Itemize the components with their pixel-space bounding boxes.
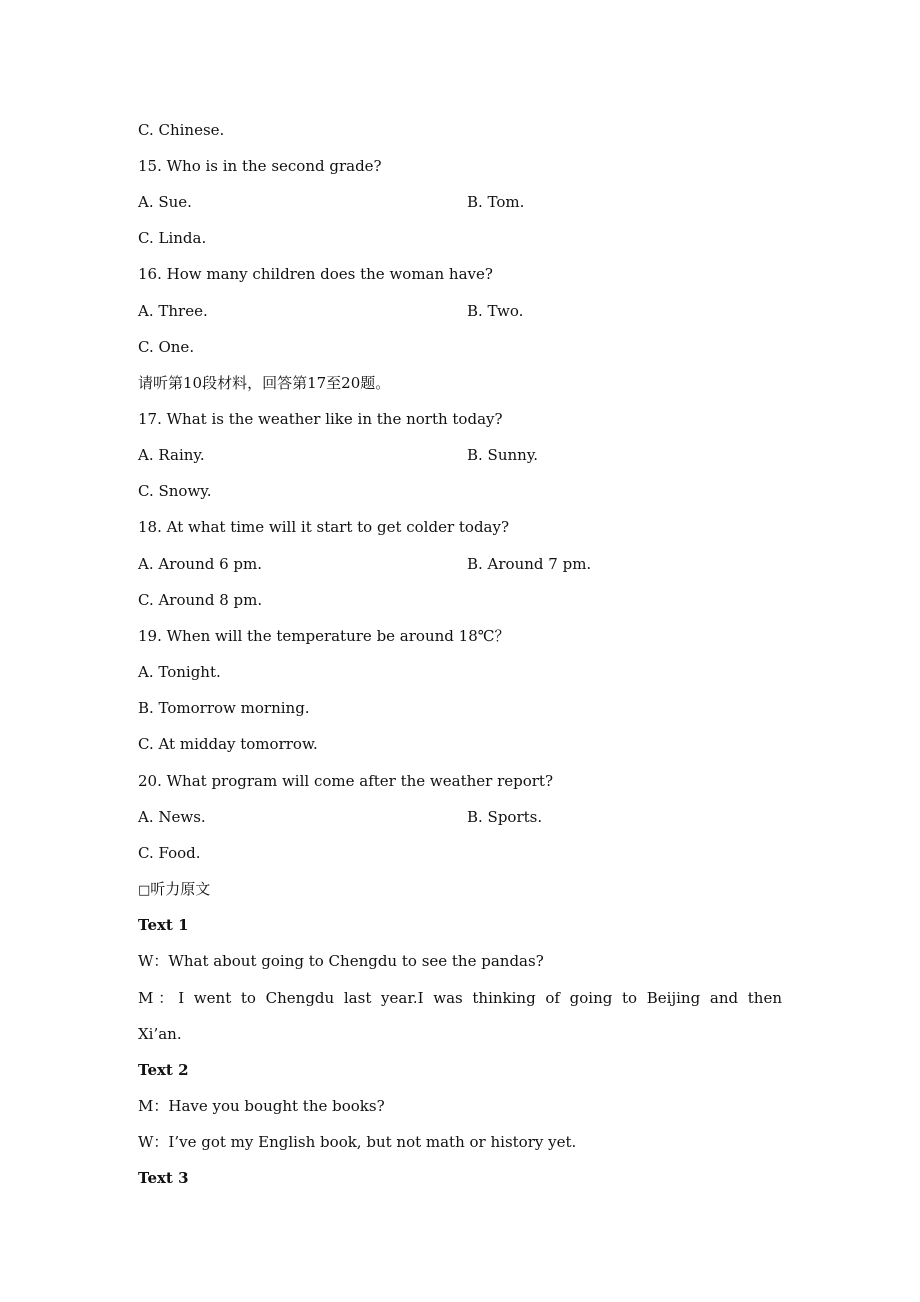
- section-instruction: 请听第10段材料，回答第17至20题。: [138, 374, 391, 392]
- transcript-heading-row: [138, 878, 210, 900]
- q19-option-a: A. Tonight.: [138, 663, 221, 681]
- text1-title: Text 1: [138, 916, 189, 934]
- q19-option-b: B. Tomorrow morning.: [138, 699, 310, 717]
- q15-option-c: C. Linda.: [138, 229, 207, 247]
- q16-option-a: A. Three.: [138, 302, 208, 320]
- text1-m-line: M：I went to Chengdu last year.I was thinking of going to Beijing and then: [138, 989, 782, 1007]
- q20-option-a: A. News.: [138, 808, 206, 826]
- transcript-heading: 听力原文: [150, 880, 211, 898]
- q17-question: 17. What is the weather like in the north today?: [138, 410, 503, 428]
- q16-option-c: C. One.: [138, 338, 195, 356]
- text3-title: Text 3: [138, 1169, 189, 1187]
- text2-m-line: M：Have you bought the books?: [138, 1097, 385, 1115]
- q19-question: 19. When will the temperature be around 18℃？: [138, 627, 510, 645]
- q17-option-b: B. Sunny.: [467, 446, 539, 464]
- q15-option-a: A. Sue.: [138, 193, 192, 211]
- text2-title: Text 2: [138, 1061, 189, 1079]
- q15-option-b: B. Tom.: [467, 193, 525, 211]
- q18-question: 18. At what time will it start to get colder today?: [138, 518, 510, 536]
- q18-option-a: A. Around 6 pm.: [138, 555, 262, 573]
- q16-question: 16. How many children does the woman have?: [138, 265, 493, 283]
- q18-option-b: B. Around 7 pm.: [467, 555, 592, 573]
- q17-option-c: C. Snowy.: [138, 482, 212, 500]
- text1-m-line-cont: Xi’an.: [138, 1025, 182, 1043]
- q20-option-b: B. Sports.: [467, 808, 543, 826]
- q17-option-a: A. Rainy.: [138, 446, 205, 464]
- q15-question: 15. Who is in the second grade?: [138, 157, 382, 175]
- text1-w-line: W：What about going to Chengdu to see the pandas?: [138, 952, 544, 970]
- q16-option-b: B. Two.: [467, 302, 524, 320]
- q14-option-c: C. Chinese.: [138, 121, 225, 139]
- q18-option-c: C. Around 8 pm.: [138, 591, 263, 609]
- q20-question: 20. What program will come after the weather report?: [138, 772, 554, 790]
- text2-w-line: W：I’ve got my English book, but not math or history yet.: [138, 1133, 577, 1151]
- q19-option-c: C. At midday tomorrow.: [138, 735, 318, 753]
- q20-option-c: C. Food.: [138, 844, 201, 862]
- box-glyph-icon: □: [138, 883, 151, 898]
